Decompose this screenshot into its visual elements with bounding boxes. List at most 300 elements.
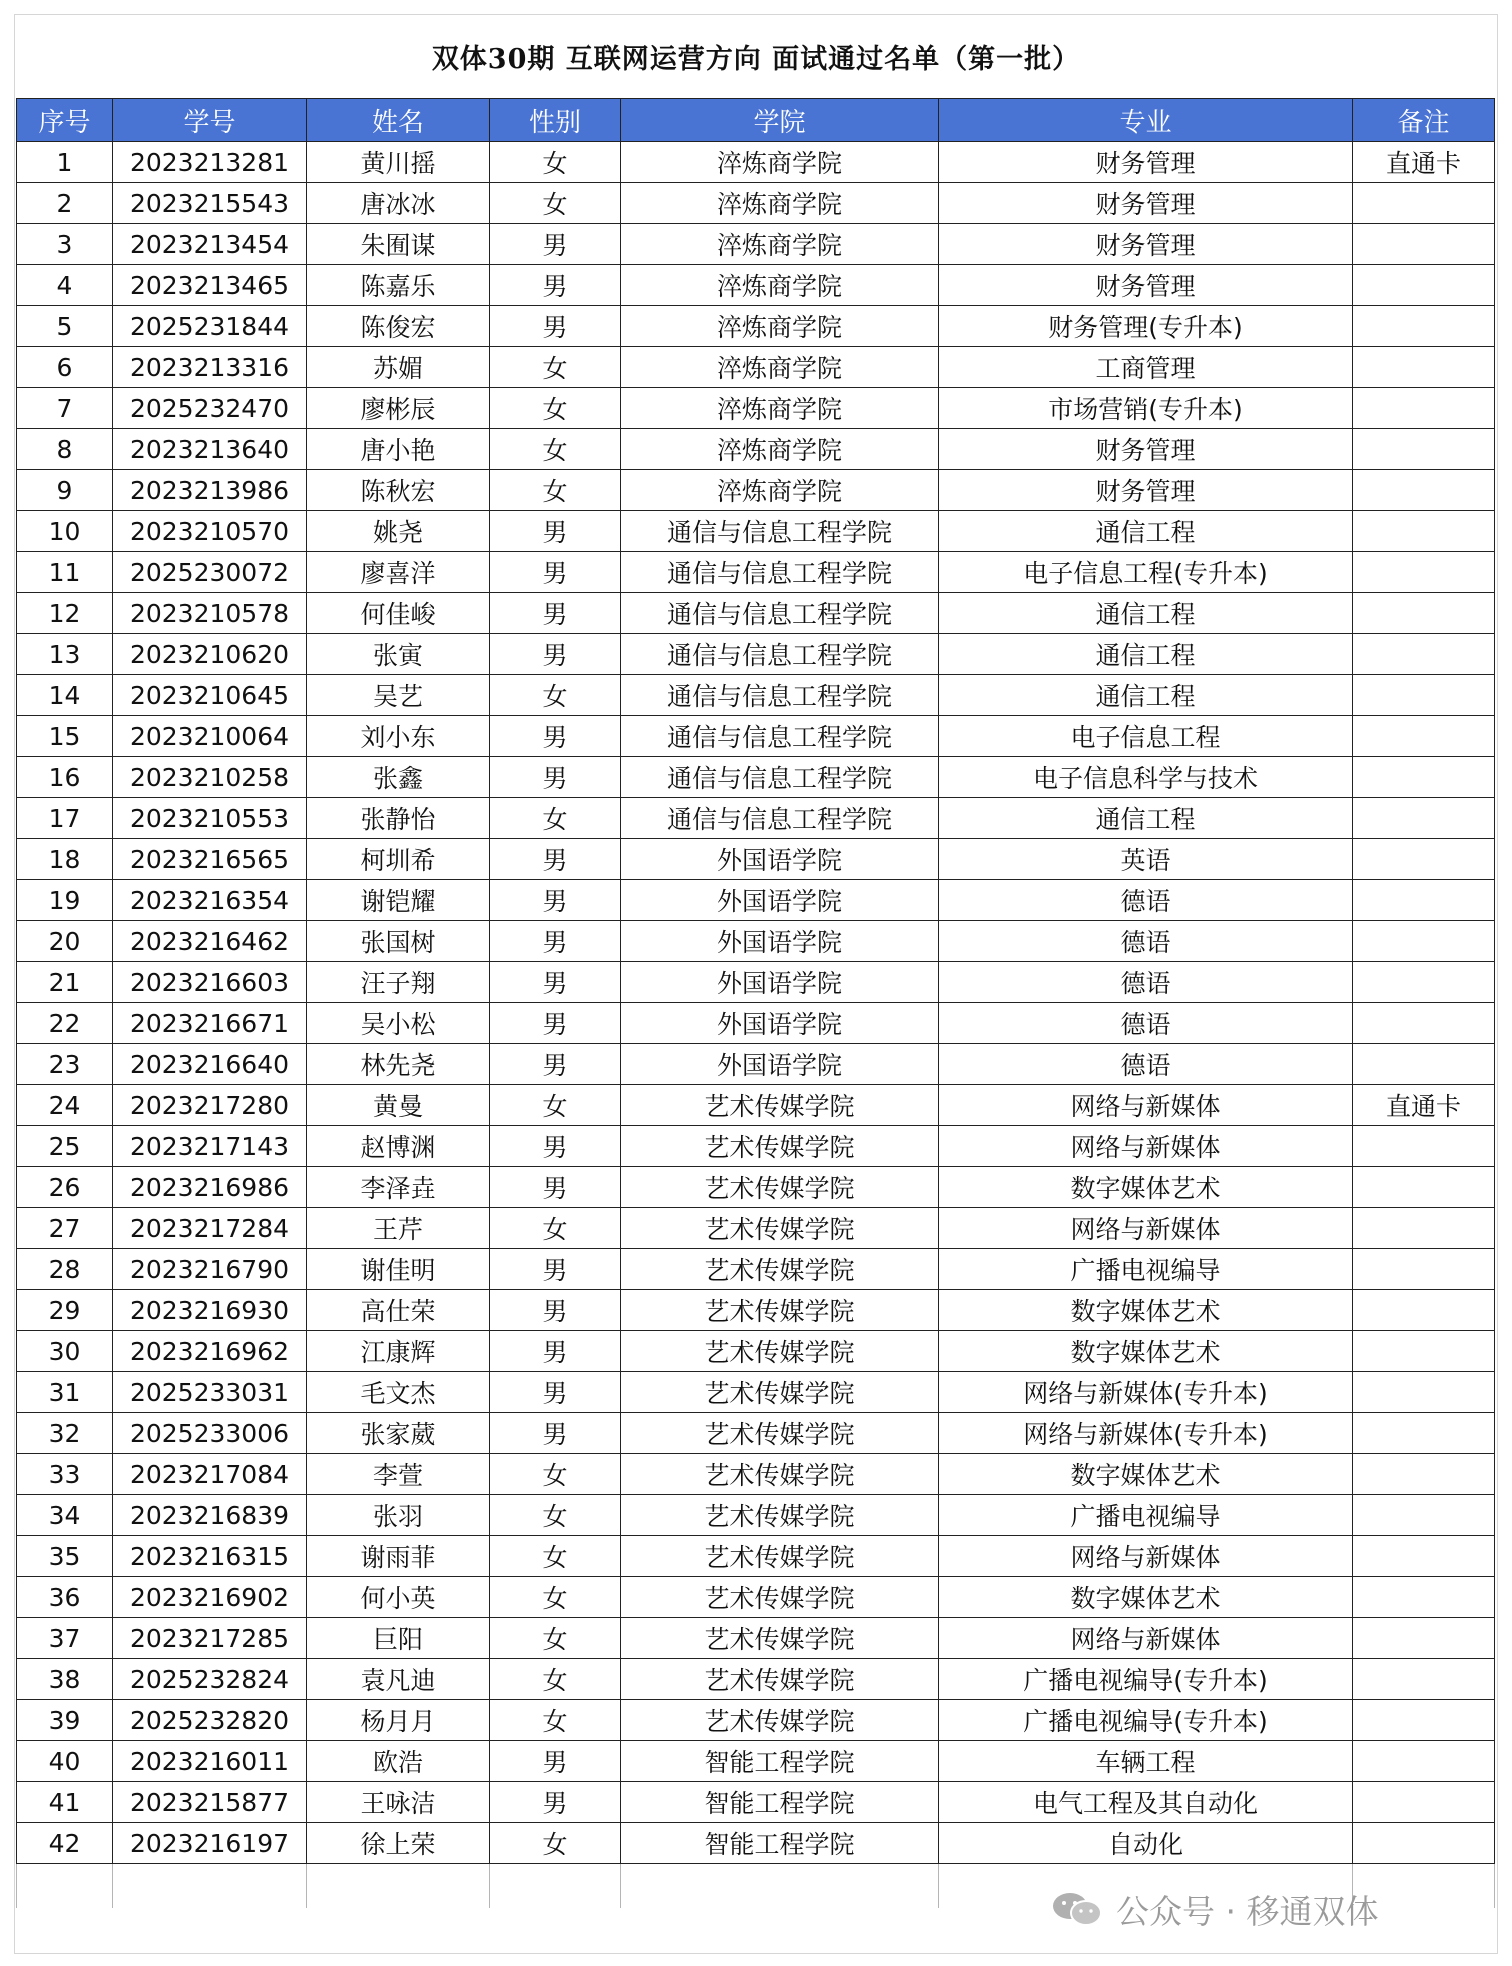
cell-college: 艺术传媒学院 xyxy=(621,1208,939,1249)
cell-remark xyxy=(1353,552,1495,593)
cell-remark xyxy=(1353,429,1495,470)
cell-major: 自动化 xyxy=(939,1823,1353,1864)
cell-student-id: 2023216930 xyxy=(113,1290,307,1331)
cell-college: 艺术传媒学院 xyxy=(621,1290,939,1331)
cell-major: 网络与新媒体 xyxy=(939,1208,1353,1249)
cell-name: 李萱 xyxy=(307,1454,490,1495)
cell-gender: 男 xyxy=(490,1290,621,1331)
cell-remark: 直通卡 xyxy=(1353,142,1495,183)
cell-remark xyxy=(1353,1044,1495,1085)
cell-remark xyxy=(1353,1618,1495,1659)
cell-remark xyxy=(1353,634,1495,675)
cell-remark xyxy=(1353,1741,1495,1782)
table-row xyxy=(17,1536,1495,1577)
cell-major: 网络与新媒体 xyxy=(939,1126,1353,1167)
cell-seq: 35 xyxy=(17,1536,113,1577)
table-row xyxy=(17,224,1495,265)
table-row xyxy=(17,921,1495,962)
cell-college: 通信与信息工程学院 xyxy=(621,593,939,634)
cell-gender: 男 xyxy=(490,634,621,675)
cell-name: 谢铠耀 xyxy=(307,880,490,921)
cell-remark xyxy=(1353,306,1495,347)
cell-gender: 男 xyxy=(490,1249,621,1290)
empty-cell xyxy=(17,1864,113,1909)
cell-name: 张鑫 xyxy=(307,757,490,798)
cell-student-id: 2025232470 xyxy=(113,388,307,429)
cell-major: 电气工程及其自动化 xyxy=(939,1782,1353,1823)
cell-major: 通信工程 xyxy=(939,511,1353,552)
empty-cell xyxy=(113,1864,307,1909)
cell-seq: 34 xyxy=(17,1495,113,1536)
cell-gender: 女 xyxy=(490,1700,621,1741)
header-student-id: 学号 xyxy=(113,99,307,142)
cell-remark xyxy=(1353,1003,1495,1044)
table-row xyxy=(17,306,1495,347)
cell-college: 艺术传媒学院 xyxy=(621,1413,939,1454)
cell-name: 陈嘉乐 xyxy=(307,265,490,306)
cell-student-id: 2023216011 xyxy=(113,1741,307,1782)
cell-seq: 14 xyxy=(17,675,113,716)
cell-seq: 33 xyxy=(17,1454,113,1495)
wechat-icon xyxy=(1050,1891,1106,1927)
cell-remark xyxy=(1353,1454,1495,1495)
cell-remark xyxy=(1353,265,1495,306)
cell-name: 谢佳明 xyxy=(307,1249,490,1290)
cell-remark xyxy=(1353,1577,1495,1618)
cell-college: 通信与信息工程学院 xyxy=(621,552,939,593)
cell-major: 工商管理 xyxy=(939,347,1353,388)
cell-college: 艺术传媒学院 xyxy=(621,1659,939,1700)
cell-remark xyxy=(1353,1536,1495,1577)
cell-student-id: 2023216565 xyxy=(113,839,307,880)
table-row xyxy=(17,593,1495,634)
cell-gender: 男 xyxy=(490,511,621,552)
cell-college: 艺术传媒学院 xyxy=(621,1536,939,1577)
cell-seq: 8 xyxy=(17,429,113,470)
cell-major: 网络与新媒体 xyxy=(939,1536,1353,1577)
cell-student-id: 2025233006 xyxy=(113,1413,307,1454)
cell-student-id: 2023217284 xyxy=(113,1208,307,1249)
cell-college: 淬炼商学院 xyxy=(621,429,939,470)
cell-name: 廖彬辰 xyxy=(307,388,490,429)
cell-remark xyxy=(1353,1331,1495,1372)
cell-seq: 36 xyxy=(17,1577,113,1618)
cell-major: 德语 xyxy=(939,921,1353,962)
cell-gender: 女 xyxy=(490,347,621,388)
watermark-text: 公众号 · 移通双体 xyxy=(1116,1891,1379,1931)
cell-student-id: 2023217084 xyxy=(113,1454,307,1495)
cell-gender: 男 xyxy=(490,1003,621,1044)
cell-gender: 男 xyxy=(490,839,621,880)
cell-major: 财务管理 xyxy=(939,265,1353,306)
cell-gender: 女 xyxy=(490,798,621,839)
table-row xyxy=(17,1044,1495,1085)
cell-major: 广播电视编导(专升本) xyxy=(939,1700,1353,1741)
table-row xyxy=(17,1126,1495,1167)
cell-name: 李泽垚 xyxy=(307,1167,490,1208)
table-row xyxy=(17,675,1495,716)
cell-gender: 女 xyxy=(490,1659,621,1700)
cell-name: 巨阳 xyxy=(307,1618,490,1659)
cell-name: 刘小东 xyxy=(307,716,490,757)
cell-college: 通信与信息工程学院 xyxy=(621,798,939,839)
table-row xyxy=(17,1208,1495,1249)
cell-student-id: 2023216790 xyxy=(113,1249,307,1290)
cell-seq: 21 xyxy=(17,962,113,1003)
cell-student-id: 2023216603 xyxy=(113,962,307,1003)
cell-college: 淬炼商学院 xyxy=(621,142,939,183)
cell-remark xyxy=(1353,511,1495,552)
cell-seq: 18 xyxy=(17,839,113,880)
cell-name: 赵博渊 xyxy=(307,1126,490,1167)
cell-major: 数字媒体艺术 xyxy=(939,1167,1353,1208)
cell-seq: 41 xyxy=(17,1782,113,1823)
cell-gender: 女 xyxy=(490,1495,621,1536)
cell-name: 徐上荣 xyxy=(307,1823,490,1864)
cell-seq: 7 xyxy=(17,388,113,429)
cell-college: 通信与信息工程学院 xyxy=(621,757,939,798)
cell-major: 财务管理 xyxy=(939,470,1353,511)
cell-name: 姚尧 xyxy=(307,511,490,552)
table-row xyxy=(17,757,1495,798)
cell-name: 江康辉 xyxy=(307,1331,490,1372)
cell-remark xyxy=(1353,921,1495,962)
cell-student-id: 2023210570 xyxy=(113,511,307,552)
cell-remark xyxy=(1353,1823,1495,1864)
cell-seq: 4 xyxy=(17,265,113,306)
cell-major: 网络与新媒体 xyxy=(939,1085,1353,1126)
cell-major: 通信工程 xyxy=(939,798,1353,839)
cell-remark xyxy=(1353,798,1495,839)
cell-name: 张羽 xyxy=(307,1495,490,1536)
cell-name: 唐冰冰 xyxy=(307,183,490,224)
cell-major: 市场营销(专升本) xyxy=(939,388,1353,429)
cell-name: 欧浩 xyxy=(307,1741,490,1782)
cell-college: 淬炼商学院 xyxy=(621,183,939,224)
cell-seq: 2 xyxy=(17,183,113,224)
cell-major: 财务管理 xyxy=(939,142,1353,183)
cell-gender: 男 xyxy=(490,1741,621,1782)
cell-college: 艺术传媒学院 xyxy=(621,1249,939,1290)
cell-remark xyxy=(1353,388,1495,429)
cell-student-id: 2023213281 xyxy=(113,142,307,183)
table-row xyxy=(17,1290,1495,1331)
cell-name: 柯圳希 xyxy=(307,839,490,880)
table-row xyxy=(17,347,1495,388)
cell-college: 智能工程学院 xyxy=(621,1823,939,1864)
cell-seq: 40 xyxy=(17,1741,113,1782)
cell-college: 艺术传媒学院 xyxy=(621,1167,939,1208)
cell-major: 德语 xyxy=(939,962,1353,1003)
cell-seq: 24 xyxy=(17,1085,113,1126)
cell-gender: 女 xyxy=(490,1823,621,1864)
table-row xyxy=(17,1495,1495,1536)
cell-student-id: 2023215877 xyxy=(113,1782,307,1823)
cell-remark xyxy=(1353,183,1495,224)
cell-remark xyxy=(1353,1372,1495,1413)
cell-name: 吴艺 xyxy=(307,675,490,716)
cell-name: 苏媚 xyxy=(307,347,490,388)
cell-college: 淬炼商学院 xyxy=(621,470,939,511)
cell-name: 廖喜洋 xyxy=(307,552,490,593)
cell-college: 艺术传媒学院 xyxy=(621,1618,939,1659)
header-major: 专业 xyxy=(939,99,1353,142)
cell-gender: 男 xyxy=(490,593,621,634)
cell-seq: 6 xyxy=(17,347,113,388)
watermark xyxy=(1050,1884,1378,1934)
cell-college: 外国语学院 xyxy=(621,839,939,880)
table-row xyxy=(17,1167,1495,1208)
cell-college: 外国语学院 xyxy=(621,880,939,921)
cell-college: 外国语学院 xyxy=(621,921,939,962)
cell-gender: 女 xyxy=(490,1577,621,1618)
cell-college: 外国语学院 xyxy=(621,962,939,1003)
cell-college: 艺术传媒学院 xyxy=(621,1372,939,1413)
table-row xyxy=(17,880,1495,921)
cell-major: 数字媒体艺术 xyxy=(939,1290,1353,1331)
cell-seq: 11 xyxy=(17,552,113,593)
cell-student-id: 2025233031 xyxy=(113,1372,307,1413)
table-row xyxy=(17,1618,1495,1659)
cell-major: 通信工程 xyxy=(939,634,1353,675)
cell-student-id: 2023216354 xyxy=(113,880,307,921)
table-row xyxy=(17,1413,1495,1454)
table-row xyxy=(17,798,1495,839)
cell-college: 艺术传媒学院 xyxy=(621,1495,939,1536)
cell-college: 外国语学院 xyxy=(621,1003,939,1044)
cell-name: 张静怡 xyxy=(307,798,490,839)
cell-major: 通信工程 xyxy=(939,593,1353,634)
cell-gender: 男 xyxy=(490,224,621,265)
cell-gender: 女 xyxy=(490,142,621,183)
cell-remark xyxy=(1353,347,1495,388)
cell-seq: 42 xyxy=(17,1823,113,1864)
cell-name: 谢雨菲 xyxy=(307,1536,490,1577)
cell-major: 广播电视编导(专升本) xyxy=(939,1659,1353,1700)
cell-remark xyxy=(1353,1659,1495,1700)
cell-name: 王芹 xyxy=(307,1208,490,1249)
cell-college: 艺术传媒学院 xyxy=(621,1454,939,1495)
cell-name: 林先尧 xyxy=(307,1044,490,1085)
cell-remark xyxy=(1353,1167,1495,1208)
empty-cell xyxy=(621,1864,939,1909)
cell-name: 朱囿谋 xyxy=(307,224,490,265)
cell-student-id: 2023213316 xyxy=(113,347,307,388)
cell-student-id: 2023213454 xyxy=(113,224,307,265)
cell-remark xyxy=(1353,224,1495,265)
cell-college: 艺术传媒学院 xyxy=(621,1126,939,1167)
cell-name: 黄曼 xyxy=(307,1085,490,1126)
cell-gender: 女 xyxy=(490,1618,621,1659)
cell-name: 毛文杰 xyxy=(307,1372,490,1413)
cell-college: 艺术传媒学院 xyxy=(621,1700,939,1741)
cell-gender: 男 xyxy=(490,880,621,921)
cell-seq: 38 xyxy=(17,1659,113,1700)
cell-seq: 26 xyxy=(17,1167,113,1208)
cell-student-id: 2023210064 xyxy=(113,716,307,757)
cell-college: 淬炼商学院 xyxy=(621,306,939,347)
cell-college: 通信与信息工程学院 xyxy=(621,716,939,757)
cell-seq: 30 xyxy=(17,1331,113,1372)
cell-gender: 男 xyxy=(490,1044,621,1085)
cell-name: 黄川摇 xyxy=(307,142,490,183)
cell-student-id: 2023210553 xyxy=(113,798,307,839)
table-row xyxy=(17,511,1495,552)
cell-major: 通信工程 xyxy=(939,675,1353,716)
table-row xyxy=(17,1454,1495,1495)
cell-seq: 37 xyxy=(17,1618,113,1659)
cell-student-id: 2023216671 xyxy=(113,1003,307,1044)
cell-gender: 男 xyxy=(490,1331,621,1372)
table-row xyxy=(17,142,1495,183)
page-title: 双体30期 互联网运营方向 面试通过名单（第一批） xyxy=(431,44,1081,75)
cell-college: 通信与信息工程学院 xyxy=(621,634,939,675)
table-row xyxy=(17,1249,1495,1290)
header-college: 学院 xyxy=(621,99,939,142)
cell-remark xyxy=(1353,1290,1495,1331)
cell-remark xyxy=(1353,716,1495,757)
cell-gender: 男 xyxy=(490,962,621,1003)
cell-name: 高仕荣 xyxy=(307,1290,490,1331)
cell-major: 数字媒体艺术 xyxy=(939,1331,1353,1372)
cell-student-id: 2023210620 xyxy=(113,634,307,675)
table-row xyxy=(17,1741,1495,1782)
empty-cell xyxy=(307,1864,490,1909)
cell-major: 数字媒体艺术 xyxy=(939,1577,1353,1618)
cell-gender: 男 xyxy=(490,1372,621,1413)
cell-major: 广播电视编导 xyxy=(939,1249,1353,1290)
cell-remark xyxy=(1353,962,1495,1003)
header-name: 姓名 xyxy=(307,99,490,142)
table-row xyxy=(17,1085,1495,1126)
cell-student-id: 2023213986 xyxy=(113,470,307,511)
cell-name: 吴小松 xyxy=(307,1003,490,1044)
cell-student-id: 2025230072 xyxy=(113,552,307,593)
cell-major: 德语 xyxy=(939,880,1353,921)
cell-gender: 女 xyxy=(490,183,621,224)
cell-seq: 28 xyxy=(17,1249,113,1290)
cell-remark xyxy=(1353,1126,1495,1167)
table-row xyxy=(17,470,1495,511)
cell-major: 电子信息工程 xyxy=(939,716,1353,757)
table-row xyxy=(17,1331,1495,1372)
cell-student-id: 2023216640 xyxy=(113,1044,307,1085)
cell-remark xyxy=(1353,1413,1495,1454)
cell-seq: 29 xyxy=(17,1290,113,1331)
cell-remark xyxy=(1353,1782,1495,1823)
cell-college: 淬炼商学院 xyxy=(621,265,939,306)
table-row xyxy=(17,183,1495,224)
cell-seq: 16 xyxy=(17,757,113,798)
cell-major: 广播电视编导 xyxy=(939,1495,1353,1536)
table-row xyxy=(17,1577,1495,1618)
cell-college: 通信与信息工程学院 xyxy=(621,675,939,716)
cell-major: 车辆工程 xyxy=(939,1741,1353,1782)
cell-major: 网络与新媒体 xyxy=(939,1618,1353,1659)
cell-remark xyxy=(1353,593,1495,634)
cell-student-id: 2023217280 xyxy=(113,1085,307,1126)
cell-gender: 女 xyxy=(490,1085,621,1126)
cell-student-id: 2023213640 xyxy=(113,429,307,470)
cell-seq: 25 xyxy=(17,1126,113,1167)
cell-seq: 9 xyxy=(17,470,113,511)
table-row xyxy=(17,1700,1495,1741)
cell-college: 淬炼商学院 xyxy=(621,224,939,265)
cell-seq: 19 xyxy=(17,880,113,921)
cell-major: 数字媒体艺术 xyxy=(939,1454,1353,1495)
cell-seq: 5 xyxy=(17,306,113,347)
cell-gender: 男 xyxy=(490,1782,621,1823)
table-row xyxy=(17,634,1495,675)
cell-gender: 男 xyxy=(490,552,621,593)
cell-name: 王咏洁 xyxy=(307,1782,490,1823)
table-row xyxy=(17,388,1495,429)
table-header-row xyxy=(17,99,1495,142)
cell-gender: 女 xyxy=(490,675,621,716)
table-row xyxy=(17,1659,1495,1700)
table-row xyxy=(17,1372,1495,1413)
cell-seq: 39 xyxy=(17,1700,113,1741)
cell-student-id: 2023216839 xyxy=(113,1495,307,1536)
cell-remark xyxy=(1353,470,1495,511)
cell-gender: 女 xyxy=(490,1454,621,1495)
cell-major: 英语 xyxy=(939,839,1353,880)
table-row xyxy=(17,839,1495,880)
cell-college: 智能工程学院 xyxy=(621,1741,939,1782)
cell-student-id: 2023216197 xyxy=(113,1823,307,1864)
cell-seq: 17 xyxy=(17,798,113,839)
cell-student-id: 2025232820 xyxy=(113,1700,307,1741)
cell-name: 袁凡迪 xyxy=(307,1659,490,1700)
cell-gender: 男 xyxy=(490,1413,621,1454)
empty-cell xyxy=(490,1864,621,1909)
table-row xyxy=(17,1782,1495,1823)
cell-seq: 27 xyxy=(17,1208,113,1249)
cell-gender: 男 xyxy=(490,757,621,798)
table-row xyxy=(17,265,1495,306)
cell-seq: 3 xyxy=(17,224,113,265)
cell-major: 电子信息科学与技术 xyxy=(939,757,1353,798)
cell-major: 财务管理 xyxy=(939,429,1353,470)
cell-student-id: 2023210258 xyxy=(113,757,307,798)
cell-student-id: 2023210645 xyxy=(113,675,307,716)
cell-college: 外国语学院 xyxy=(621,1044,939,1085)
cell-student-id: 2023216315 xyxy=(113,1536,307,1577)
cell-gender: 女 xyxy=(490,1208,621,1249)
cell-student-id: 2025232824 xyxy=(113,1659,307,1700)
cell-remark xyxy=(1353,675,1495,716)
cell-remark xyxy=(1353,1700,1495,1741)
cell-remark xyxy=(1353,1249,1495,1290)
header-remark: 备注 xyxy=(1353,99,1495,142)
cell-name: 陈俊宏 xyxy=(307,306,490,347)
cell-remark: 直通卡 xyxy=(1353,1085,1495,1126)
header-seq: 序号 xyxy=(17,99,113,142)
cell-seq: 20 xyxy=(17,921,113,962)
cell-seq: 1 xyxy=(17,142,113,183)
cell-gender: 男 xyxy=(490,1126,621,1167)
cell-college: 通信与信息工程学院 xyxy=(621,511,939,552)
cell-name: 杨月月 xyxy=(307,1700,490,1741)
cell-student-id: 2023216902 xyxy=(113,1577,307,1618)
cell-major: 财务管理 xyxy=(939,224,1353,265)
cell-student-id: 2023216962 xyxy=(113,1331,307,1372)
cell-remark xyxy=(1353,880,1495,921)
cell-major: 德语 xyxy=(939,1044,1353,1085)
cell-remark xyxy=(1353,839,1495,880)
table-row xyxy=(17,1003,1495,1044)
cell-college: 淬炼商学院 xyxy=(621,388,939,429)
